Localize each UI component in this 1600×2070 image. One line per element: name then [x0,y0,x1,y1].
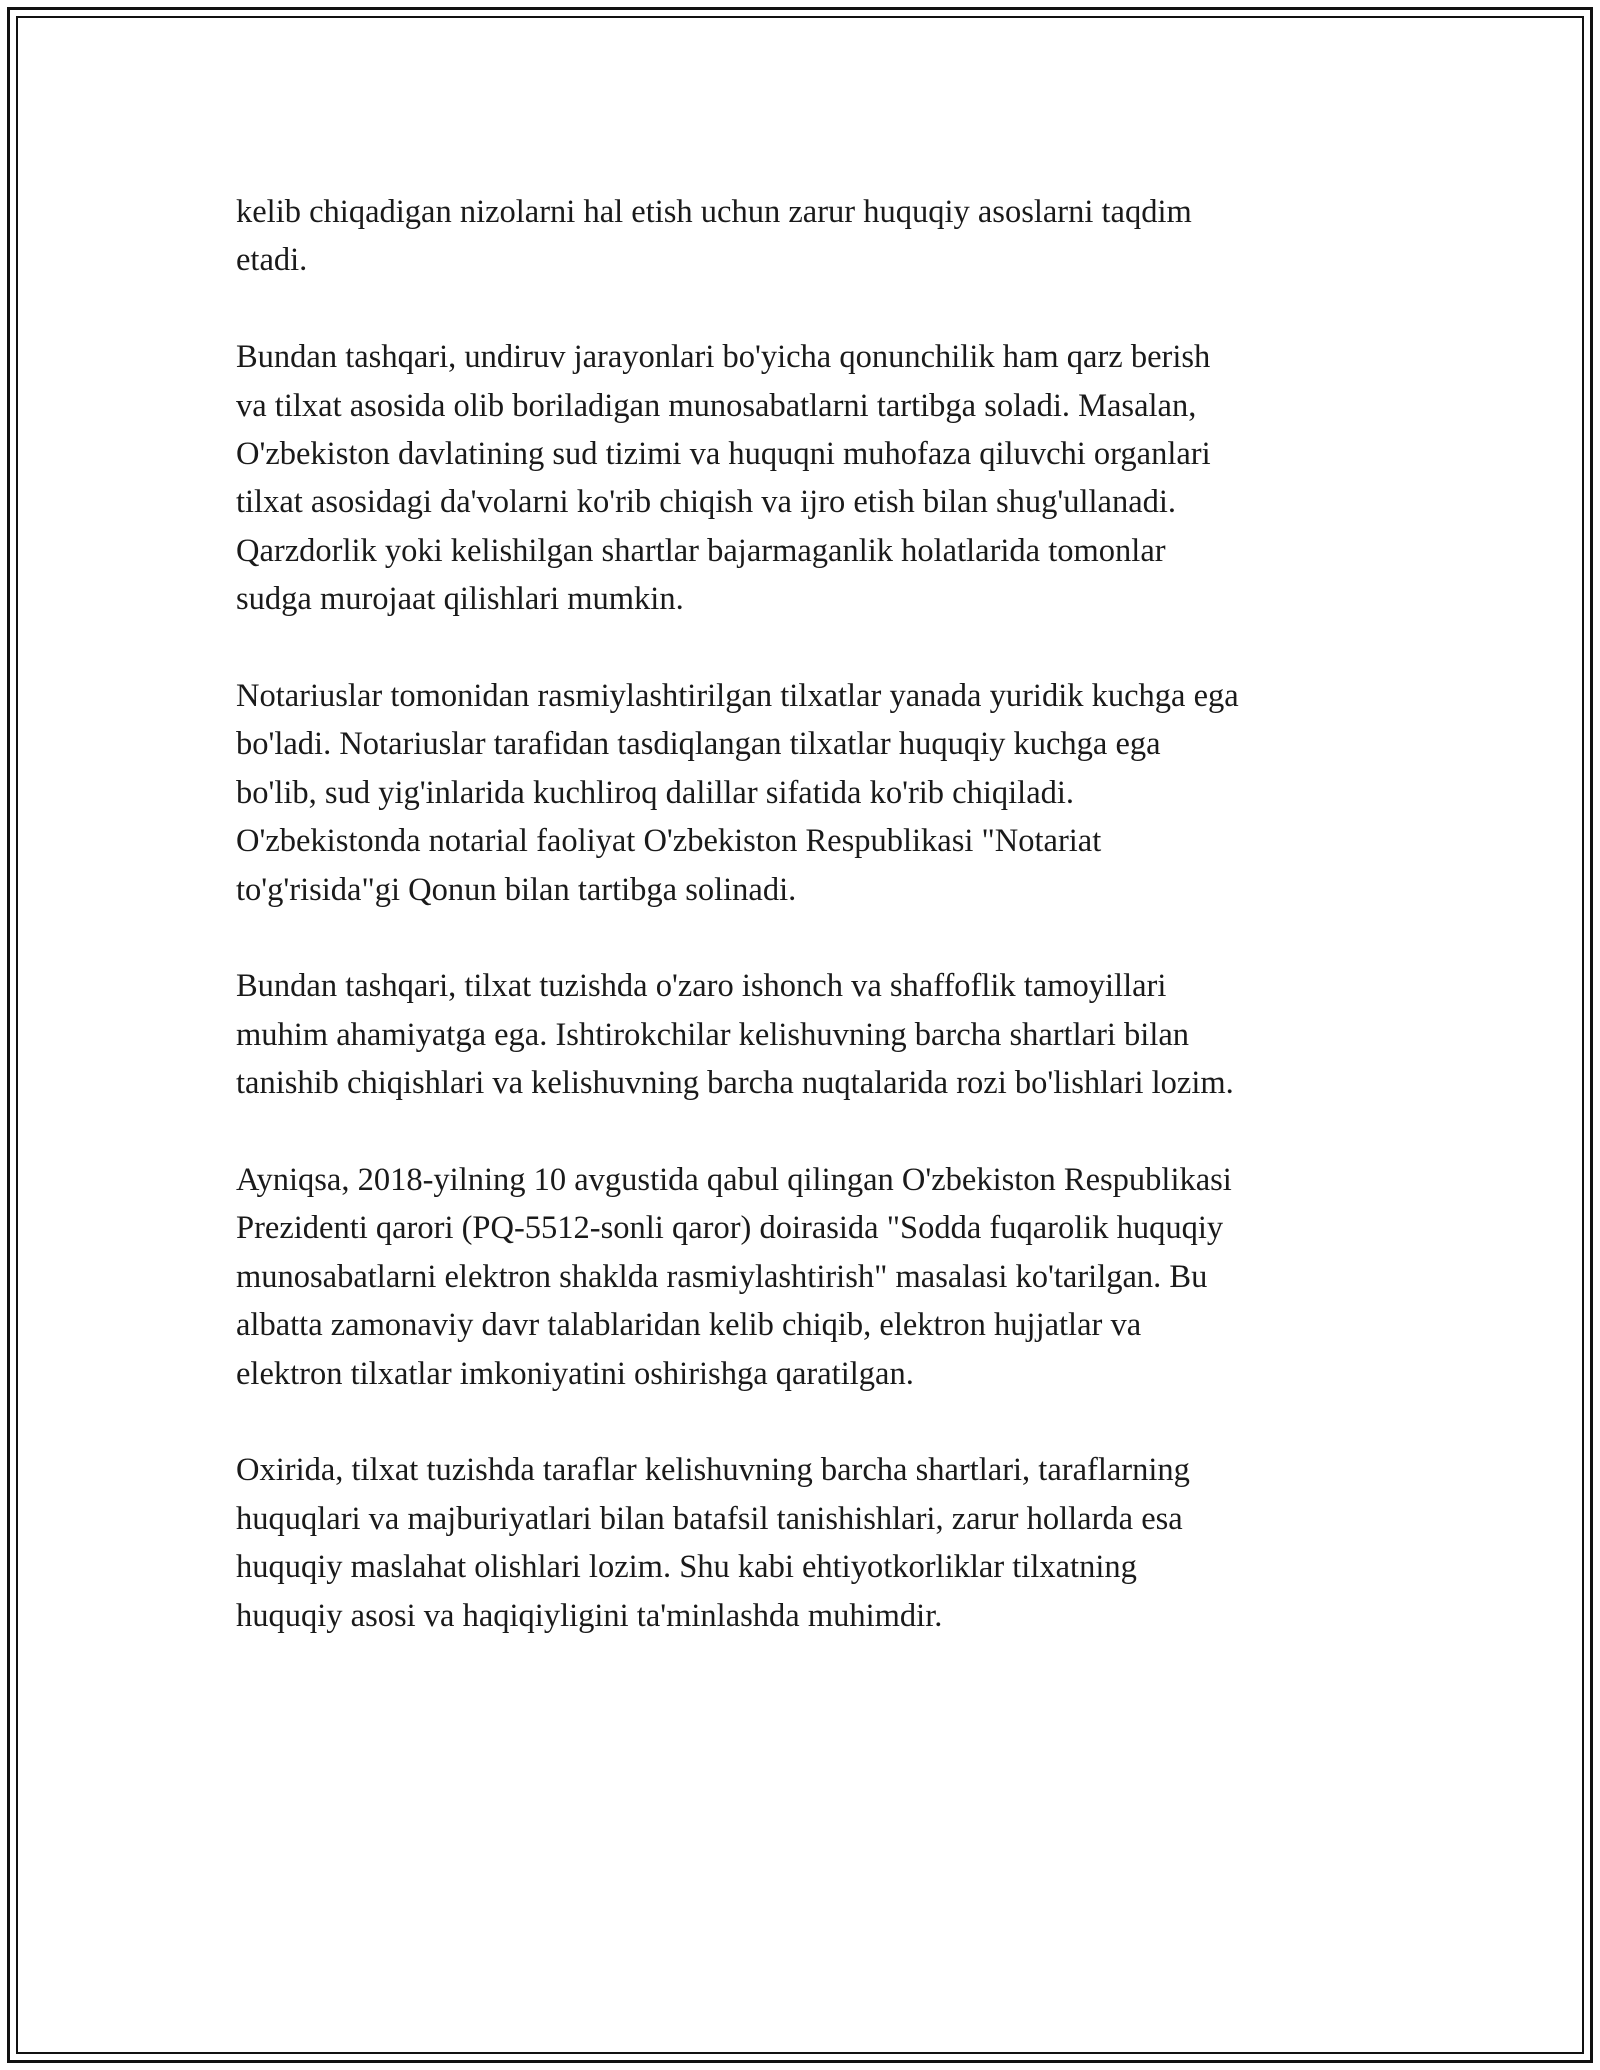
text-line: Qarzdorlik yoki kelishilgan shartlar bajarmaganlik holatlarida tomonlar [236,532,1166,569]
text-line: va tilxat asosida olib boriladigan munosabatlarni tartibga soladi. Masalan, [236,387,1197,424]
text-line: elektron tilxatlar imkoniyatini oshirishga qaratilgan. [236,1355,914,1392]
text-line: O'zbekistonda notarial faoliyat O'zbekiston Respublikasi "Notariat [236,823,1102,860]
text-line: munosabatlarni elektron shaklda rasmiylashtirish" masalasi ko'tarilgan. Bu [236,1258,1208,1295]
text-line: etadi. [236,242,308,279]
text-line: Ayniqsa, 2018-yilning 10 avgustida qabul qilingan O'zbekiston Respublikasi [236,1162,1232,1199]
paragraph [236,1446,1386,1640]
paragraph [236,188,1386,285]
text-line: huquqiy maslahat olishlari lozim. Shu kabi ehtiyotkorliklar tilxatning [236,1549,1137,1586]
paragraph [236,962,1386,1107]
text-line: Oxirida, tilxat tuzishda taraflar kelishuvning barcha shartlari, taraflarning [236,1452,1190,1489]
text-line: bo'lib, sud yig'inlarida kuchliroq dalillar sifatida ko'rib chiqiladi. [236,774,1075,811]
document-body [236,188,1386,1689]
text-line: kelib chiqadigan nizolarni hal etish uchun zarur huquqiy asoslarni taqdim [236,194,1192,230]
text-line: Prezidenti qarori (PQ-5512-sonli qaror) doirasida "Sodda fuqarolik huquqiy [236,1210,1224,1247]
text-line: bo'ladi. Notariuslar tarafidan tasdiqlangan tilxatlar huquqiy kuchga ega [236,726,1161,763]
text-line: to'g'risida"gi Qonun bilan tartibga solinadi. [236,871,797,908]
paragraph [236,1156,1386,1398]
text-line: albatta zamonaviy davr talablaridan kelib chiqib, elektron hujjatlar va [236,1307,1142,1344]
text-line: huquqlari va majburiyatlari bilan batafsil tanishishlari, zarur hollarda esa [236,1500,1183,1537]
text-line: O'zbekiston davlatining sud tizimi va huquqni muhofaza qiluvchi organlari [236,436,1211,473]
text-line: sudga murojaat qilishlari mumkin. [236,581,684,618]
paragraph [236,333,1386,623]
paragraph [236,672,1386,914]
text-line: Notariuslar tomonidan rasmiylashtirilgan tilxatlar yanada yuridik kuchga ega [236,678,1239,715]
text-line: tilxat asosidagi da'volarni ko'rib chiqish va ijro etish bilan shug'ullanadi. [236,484,1177,521]
text-line: Bundan tashqari, tilxat tuzishda o'zaro ishonch va shaffoflik tamoyillari [236,968,1167,1005]
text-line: Bundan tashqari, undiruv jarayonlari bo'yicha qonunchilik ham qarz berish [236,339,1211,376]
text-line: muhim ahamiyatga ega. Ishtirokchilar kelishuvning barcha shartlari bilan [236,1016,1190,1053]
text-line: tanishib chiqishlari va kelishuvning barcha nuqtalarida rozi bo'lishlari lozim. [236,1065,1234,1102]
text-line: huquqiy asosi va haqiqiyligini ta'minlashda muhimdir. [236,1597,943,1634]
